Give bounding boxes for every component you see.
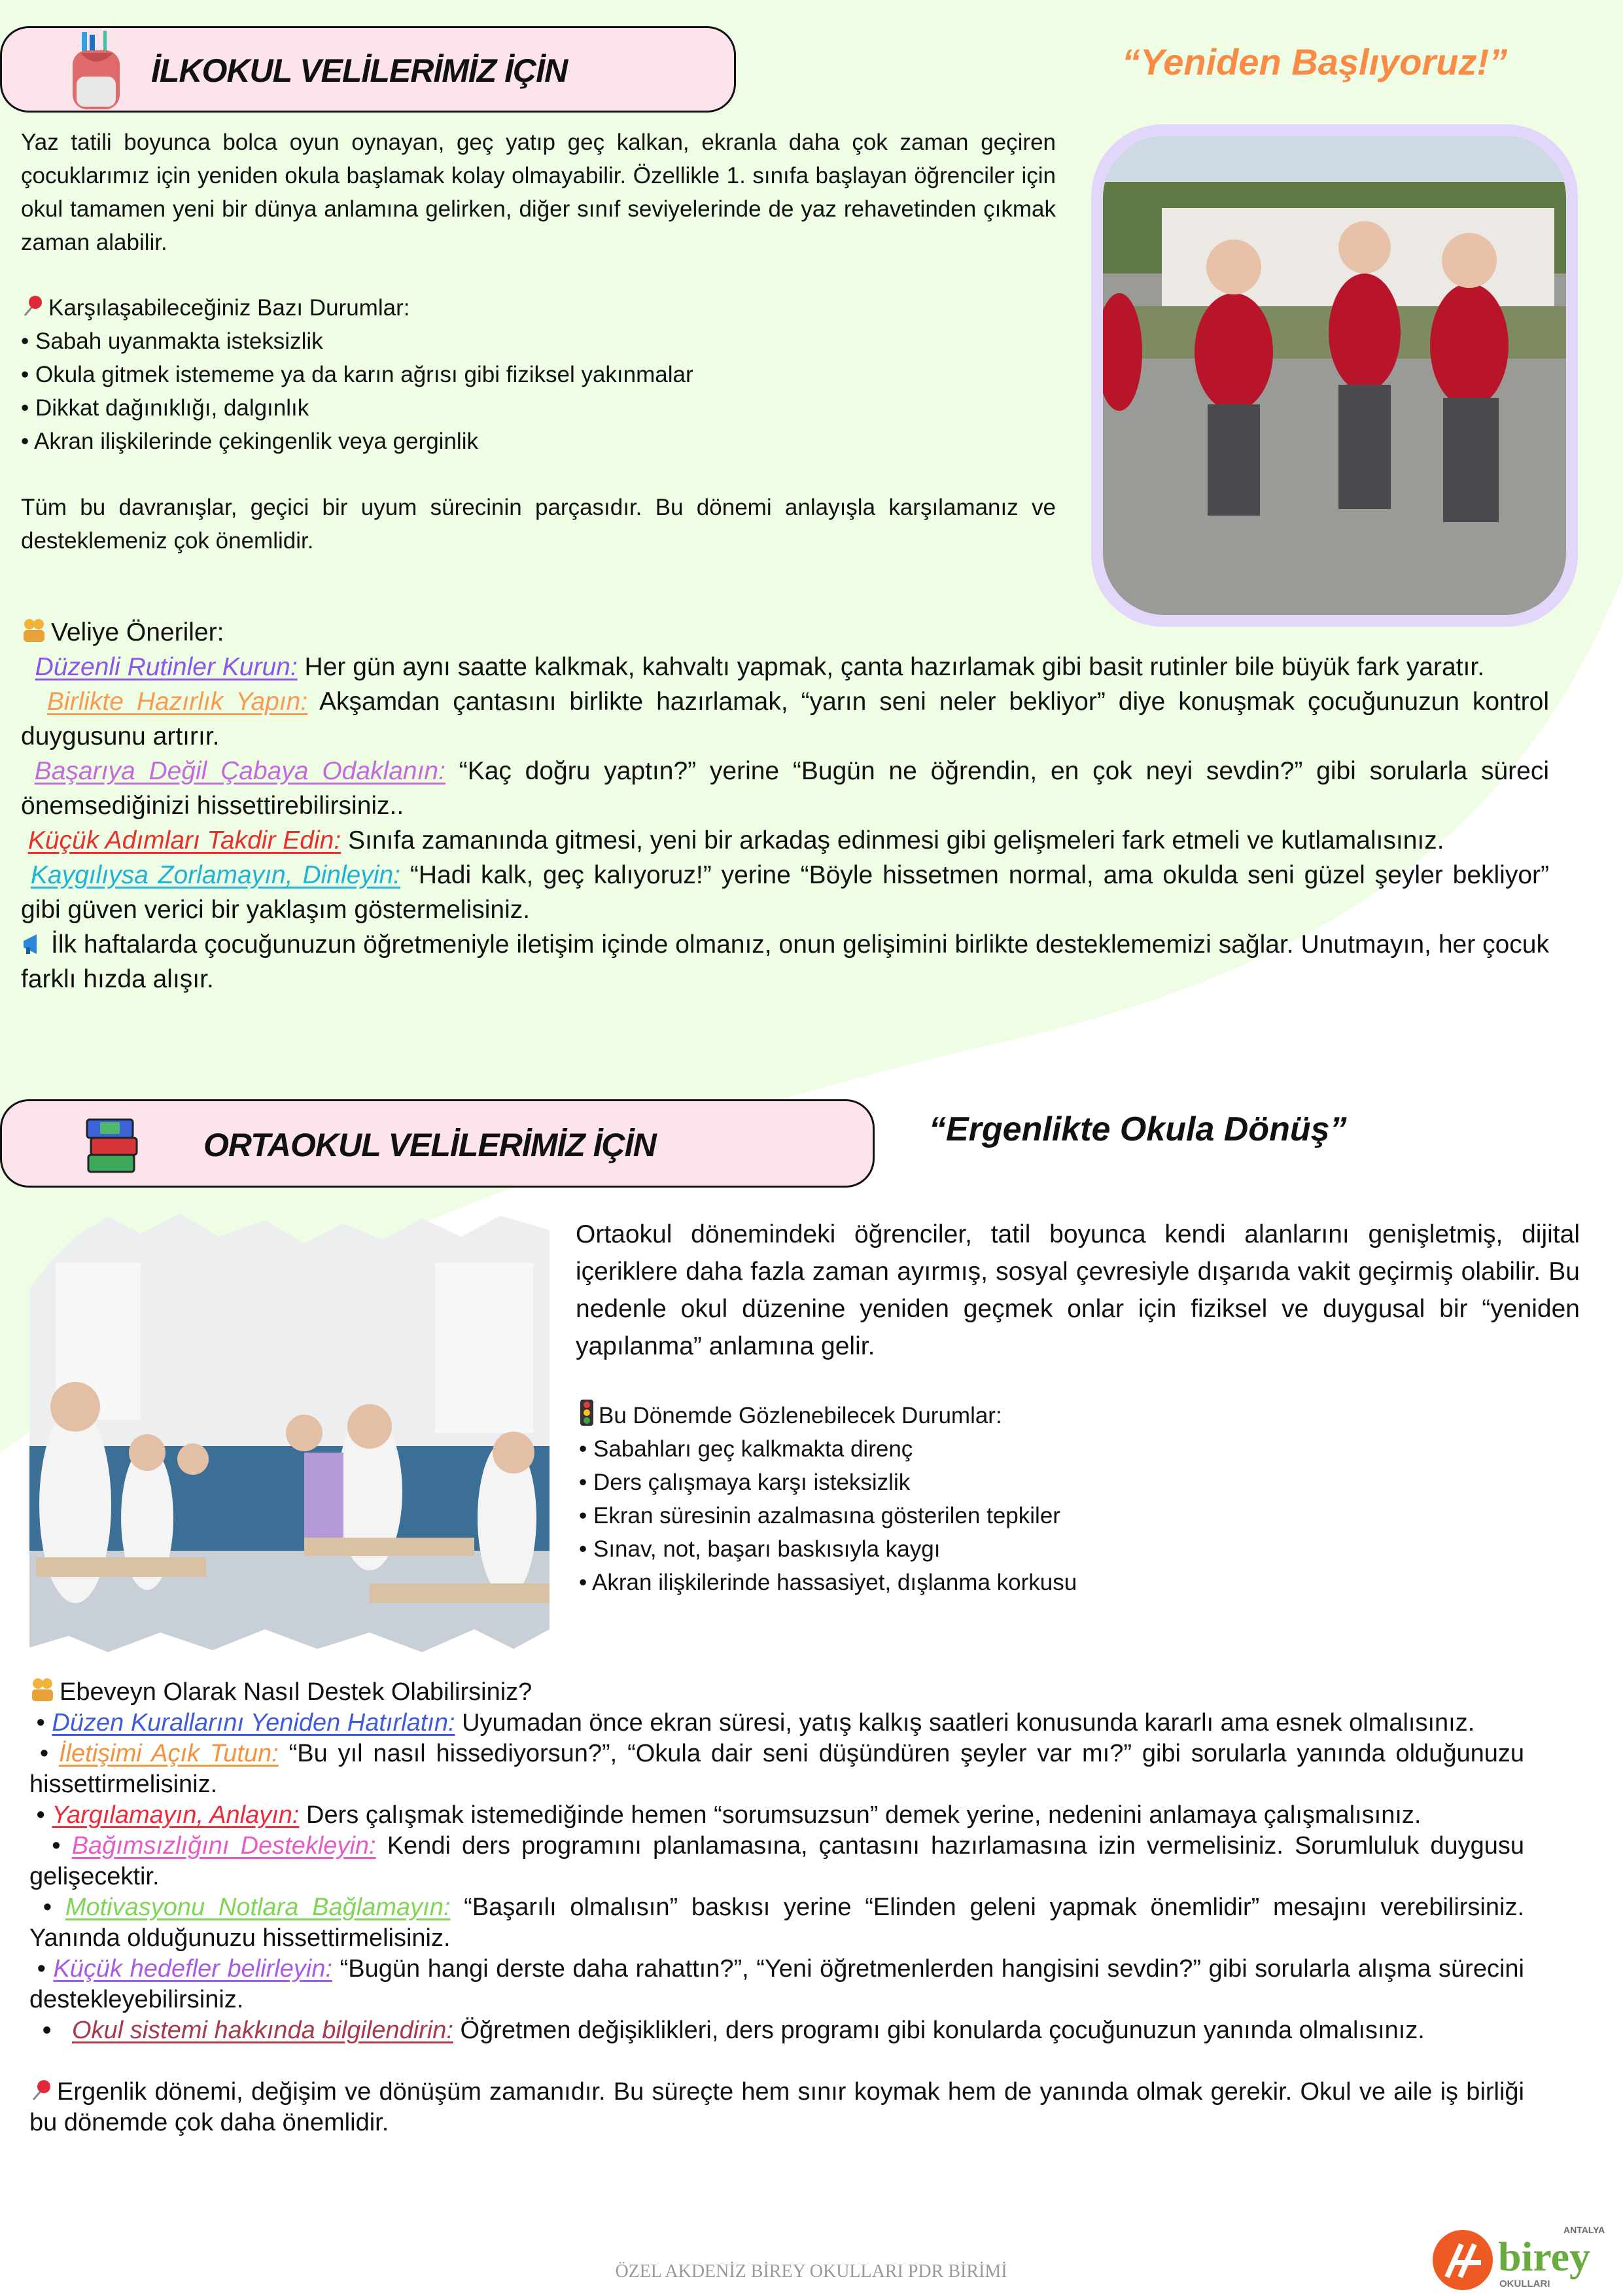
primary-closing: Tüm bu davranışlar, geçici bir uyum sürecinin parçasıdır. Bu dönemi anlayışla karşılamanız ve desteklemeniz çok önemlidir. — [21, 495, 1056, 554]
tip-item: • İletişimi Açık Tutun: “Bu yıl nasıl hissediyorsun?”, “Okula dair seni düşündüren şeyler var mı?” gibi sorularla yanında olduğunuzu hissettirmelisiniz. — [29, 1740, 1524, 1798]
tip-item: • Küçük hedefler belirleyin: “Bugün hangi derste daha rahattın?”, “Yeni öğretmenlerden hangisini sevdin?” gibi sorularla alışma sürecini destekleyebilirsiniz. — [29, 1955, 1524, 2013]
middle-situations-title: Bu Dönemde Gözlenebilecek Durumlar: — [599, 1403, 1002, 1428]
tip-item: Birlikte Hazırlık Yapın: Akşamdan çantasını birlikte hazırlamak, “yarın seni neler bekliyor” diye konuşmak çocuğunuzun kontrol duygusunu artırır. — [21, 688, 1549, 751]
middle-intro: Ortaokul dönemindeki öğrenciler, tatil boyunca kendi alanlarını genişletmiş, dijital içeriklere daha fazla zaman ayırmış, sosyal çevresiyle dışarıda vakit geçirmiş olabilir. Bu nedenle okul düzenine yeniden geçmek onlar için fiziksel ve duygusal bir “yeniden yapılanma” anlamına gelir. — [576, 1220, 1580, 1360]
tip-item: Küçük Adımları Takdir Edin: Sınıfa zamanında gitmesi, yeni bir arkadaş edinmesi gibi gelişmeleri fark etmeli ve kutlamalısınız. — [27, 826, 1444, 855]
middle-tips — [29, 1676, 1524, 2138]
tip-label: Düzenli Rutinler Kurun: — [35, 653, 298, 681]
pushpin-icon — [21, 294, 44, 318]
primary-header-box — [0, 26, 736, 113]
middle-right-column — [576, 1216, 1580, 1599]
primary-header-title: İLKOKUL VELİLERİMİZ İÇİN — [151, 52, 568, 89]
tip-label: İletişimi Açık Tutun: — [59, 1740, 279, 1767]
list-item: • Akran ilişkilerinde çekingenlik veya gerginlik — [21, 429, 478, 454]
list-item: • Dikkat dağınıklığı, dalgınlık — [21, 395, 309, 421]
books-icon — [86, 1116, 139, 1174]
logo-bottom: OKULLARI — [1499, 2278, 1550, 2289]
tip-label: Yargılamayın, Anlayın: — [52, 1801, 300, 1829]
list-item: • Ekran süresinin azalmasına gösterilen tepkiler — [579, 1503, 1060, 1528]
tip-label: Küçük hedefler belirleyin: — [53, 1955, 333, 1983]
logo-top: ANTALYA — [1563, 2225, 1605, 2235]
family-icon — [29, 1676, 56, 1703]
tip-item: Düzenli Rutinler Kurun: Her gün aynı saatte kalkmak, kahvaltı yapmak, çanta hazırlamak gibi basit rutinler bile büyük fark yaratır. — [35, 653, 1485, 681]
tip-label: Kaygılıysa Zorlamayın, Dinleyin: — [30, 861, 401, 889]
tip-label: Düzen Kurallarını Yeniden Hatırlatın: — [52, 1709, 455, 1737]
birey-logo — [1433, 2225, 1616, 2293]
logo-main: birey — [1498, 2233, 1591, 2280]
tip-label: Küçük Adımları Takdir Edin: — [27, 826, 341, 855]
backpack-icon — [67, 31, 130, 112]
list-item: • Ders çalışmaya karşı isteksizlik — [579, 1470, 911, 1495]
pushpin-icon — [29, 2079, 53, 2102]
primary-note: İlk haftalarda çocuğunuzun öğretmeniyle iletişim içinde olmanız, onun gelişimini birlikte desteklememizi sağlar. Unutmayın, her çocuk farklı hızda alışır. — [21, 930, 1549, 993]
primary-left-column — [21, 126, 1056, 557]
list-item: • Sabah uyanmakta isteksizlik — [21, 328, 323, 354]
tip-item: • Bağımsızlığını Destekleyin: Kendi ders programını planlamasına, çantasını hazırlamasına izin vermelisiniz. Sorumluluk duygusu gelişecektir. — [29, 1832, 1524, 1890]
running-kids-photo-frame — [1091, 124, 1578, 627]
middle-note: Ergenlik dönemi, değişim ve dönüşüm zamanıdır. Bu süreçte hem sınır koymak hem de yanında olmak gerekir. Okul ve aile iş birliği bu dönemde çok daha önemlidir. — [29, 2078, 1524, 2136]
primary-situations — [21, 291, 1056, 458]
tip-item: • Motivasyonu Notlara Bağlamayın: “Başarılı olmalısın” baskısı yerine “Elinden geleni yapmak önemlidir” mesajını verebilirsiniz. Yanında olduğunuzu hissettirmelisiniz. — [29, 1894, 1525, 1952]
tip-label: Birlikte Hazırlık Yapın: — [46, 688, 308, 716]
tip-label: Motivasyonu Notlara Bağlamayın: — [65, 1894, 451, 1921]
middle-quote: “Ergenlikte Okula Dönüş” — [929, 1110, 1347, 1148]
footer-text: ÖZEL AKDENİZ BİREY OKULLARI PDR BİRİMİ — [615, 2261, 1007, 2282]
tip-label: Başarıya Değil Çabaya Odaklanın: — [34, 757, 445, 785]
primary-situations-title: Karşılaşabileceğiniz Bazı Durumlar: — [48, 295, 410, 321]
tip-item: • Okul sistemi hakkında bilgilendirin: Öğretmen değişiklikleri, ders programı gibi konularda çocuğunuzun yanında olmalısınız. — [43, 2017, 1425, 2044]
list-item: • Okula gitmek istememe ya da karın ağrısı gibi fiziksel yakınmalar — [21, 362, 693, 387]
primary-tips — [21, 615, 1549, 997]
megaphone-icon — [21, 933, 47, 955]
middle-header-title: ORTAOKUL VELİLERİMİZ İÇİN — [203, 1127, 656, 1163]
traffic-light-icon — [579, 1400, 595, 1426]
logo-mark-icon — [1433, 2230, 1493, 2290]
middle-situations — [579, 1399, 1580, 1599]
family-icon — [21, 617, 47, 643]
running-kids-photo — [1103, 136, 1566, 615]
list-item: • Akran ilişkilerinde hassasiyet, dışlanma korkusu — [579, 1570, 1077, 1595]
tip-item: • Düzen Kurallarını Yeniden Hatırlatın: Uyumadan önce ekran süresi, yatış kalkış saatleri konusunda kararlı ama esnek olmalısınız. — [29, 1709, 1475, 1737]
middle-header-box — [0, 1099, 875, 1188]
primary-quote: “Yeniden Başlıyoruz!” — [1122, 41, 1508, 82]
classroom-photo — [29, 1210, 550, 1652]
tip-item: Kaygılıysa Zorlamayın, Dinleyin: “Hadi kalk, geç kalıyoruz!” yerine “Böyle hissetmen normal, ama okulda seni güzel şeyler bekliyor” gibi güven verici bir yaklaşım göstermelisiniz. — [21, 861, 1549, 924]
tip-item: Başarıya Değil Çabaya Odaklanın: “Kaç doğru yaptın?” yerine “Bugün ne öğrendin, en çok neyi sevdin?” gibi sorularla süreci önemsediğinizi hissettirebilirsiniz.. — [21, 757, 1549, 820]
middle-tips-title: Ebeveyn Olarak Nasıl Destek Olabilirsiniz? — [60, 1678, 532, 1706]
list-item: • Sabahları geç kalkmakta direnç — [579, 1436, 913, 1462]
tip-item: • Yargılamayın, Anlayın: Ders çalışmak istemediğinde hemen “sorumsuzsun” demek yerine, nedenini anlamaya çalışmalısınız. — [29, 1801, 1422, 1829]
list-item: • Sınav, not, başarı baskısıyla kaygı — [579, 1536, 941, 1562]
tip-label: Okul sistemi hakkında bilgilendirin: — [72, 2017, 453, 2044]
primary-intro: Yaz tatili boyunca bolca oyun oynayan, geç yatıp geç kalkan, ekranla daha çok zaman geçiren çocuklarımız için yeniden okula başlamak kolay olmayabilir. Özellikle 1. sınıfa başlayan öğrenciler için okul tamamen yeni bir dünya anlamına gelirken, diğer sınıf seviyelerinde de yaz rehavetinden çıkmak zaman alabilir. — [21, 130, 1056, 255]
primary-tips-title: Veliye Öneriler: — [51, 618, 224, 646]
tip-label: Bağımsızlığını Destekleyin: — [71, 1832, 376, 1860]
